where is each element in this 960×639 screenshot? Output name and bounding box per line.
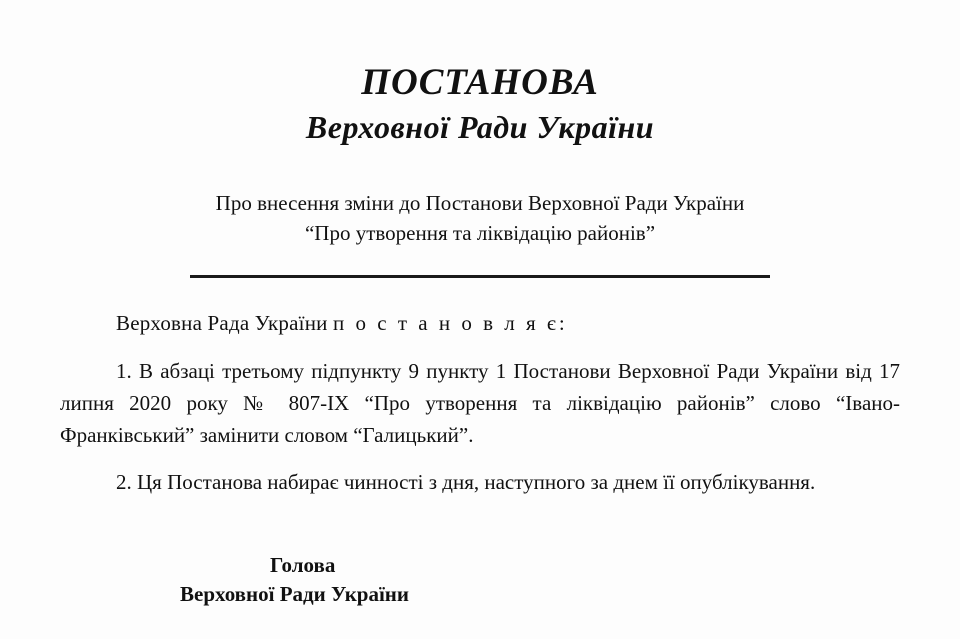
signature-role: Голова bbox=[270, 553, 336, 578]
signature-block bbox=[60, 551, 900, 608]
document-title-block bbox=[60, 0, 900, 147]
enacting-prefix: Верховна Рада України bbox=[116, 310, 328, 335]
subject-line-1: Про внесення зміни до Постанови Верховної Ради України bbox=[215, 191, 745, 216]
page-subtitle: Верховної Ради України bbox=[305, 109, 655, 146]
signature-body: Верховної Ради України bbox=[180, 581, 410, 606]
subject-line-2: “Про утворення та ліквідацію районів” bbox=[304, 221, 656, 245]
document-body bbox=[60, 308, 900, 500]
horizontal-divider bbox=[190, 275, 770, 278]
document-subject bbox=[60, 189, 900, 249]
paragraph-2: 2. Ця Постанова набирає чинності з дня, наступного за днем її опублікування. bbox=[116, 470, 816, 495]
page-title: ПОСТАНОВА bbox=[361, 62, 599, 103]
enacting-clause bbox=[60, 308, 900, 340]
paragraph-1: 1. В абзаці третьому підпункту 9 пункту 1 Постанови Верховної Ради України від 17 липня 2020 року № 807-IX “Про утворення та ліквідацію районів” слово “Івано-Франківський” замінити словом “Галицький”. bbox=[60, 358, 900, 447]
enacting-formula: п о с т а н о в л я є: bbox=[333, 310, 568, 335]
